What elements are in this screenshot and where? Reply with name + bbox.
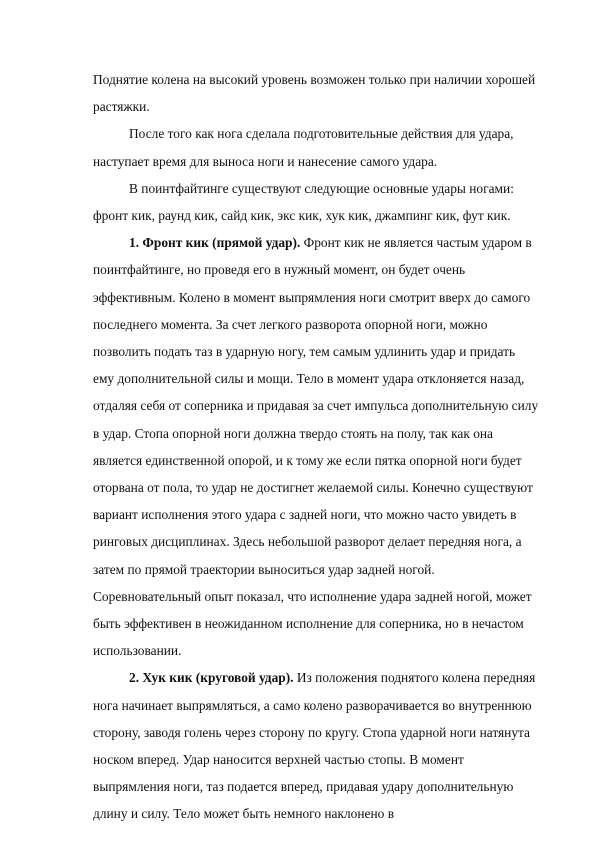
paragraph-text: После того как нога сделала подготовительные действия для удара, наступает время для выноса ноги и нанесение самого удара. — [93, 126, 514, 169]
section-heading-hook-kick: 2. Хук кик (круговой удар). — [129, 670, 294, 686]
paragraph-front-kick — [93, 229, 539, 664]
paragraph-text: Фронт кик не является частым ударом в поинтфайтинге, но проведя его в нужный момент, он будет очень эффективным. Колено в момент выпрямления ноги смотрит вверх до самого последнего момента. За счет легкого разворота опорной ноги, можно позволить подать таз в ударную ногу, тем самым удлинить удар и придать ему дополнительной силы и мощи. Тело в момент удара отклоняется назад, отдаляя себя от соперника и придавая за счет импульса дополнительную силу в удар. Стопа опорной ноги должна твердо стоять на полу, так как она является единственной опорой, и к тому же если пятка опорной ноги будет оторвана от пола, то удар не достигнет желаемой силы. Конечно существуют вариант исполнения этого удара с задней ноги, что можно часто увидеть в ринговых дисциплинах. Здесь небольшой разворот делает передняя нога, а затем по прямой траектории выноситься удар задней ногой. Соревновательный опыт показал, что исполнение удара задней ногой, может быть эффективен в неожиданном исполнение для соперника, но в нечастом использовании. — [93, 235, 539, 659]
paragraph-text: Поднятие колена на высокий уровень возможен только при наличии хорошей растяжки. — [93, 72, 536, 115]
paragraph-stretching — [93, 66, 539, 120]
paragraph-hook-kick — [93, 664, 539, 827]
paragraph-kick-list — [93, 175, 539, 229]
section-heading-front-kick: 1. Фронт кик (прямой удар). — [129, 235, 301, 251]
paragraph-text: Из положения поднятого колена передняя нога начинает выпрямляться, а само колено разворачивается во внутреннюю сторону, заводя голень через сторону по кругу. Стопа ударной ноги натянута носком вперед. Удар наносится верхней частью стопы. В момент выпрямления ноги, таз подается вперед, придавая удару дополнительную длину и силу. Тело может быть немного наклонено в — [93, 670, 536, 822]
paragraph-text: В поинтфайтинге существуют следующие основные удары ногами: фронт кик, раунд кик, сайд кик, экс кик, хук кик, джампинг кик, фут кик. — [93, 180, 514, 224]
paragraph-preparation — [93, 120, 539, 174]
